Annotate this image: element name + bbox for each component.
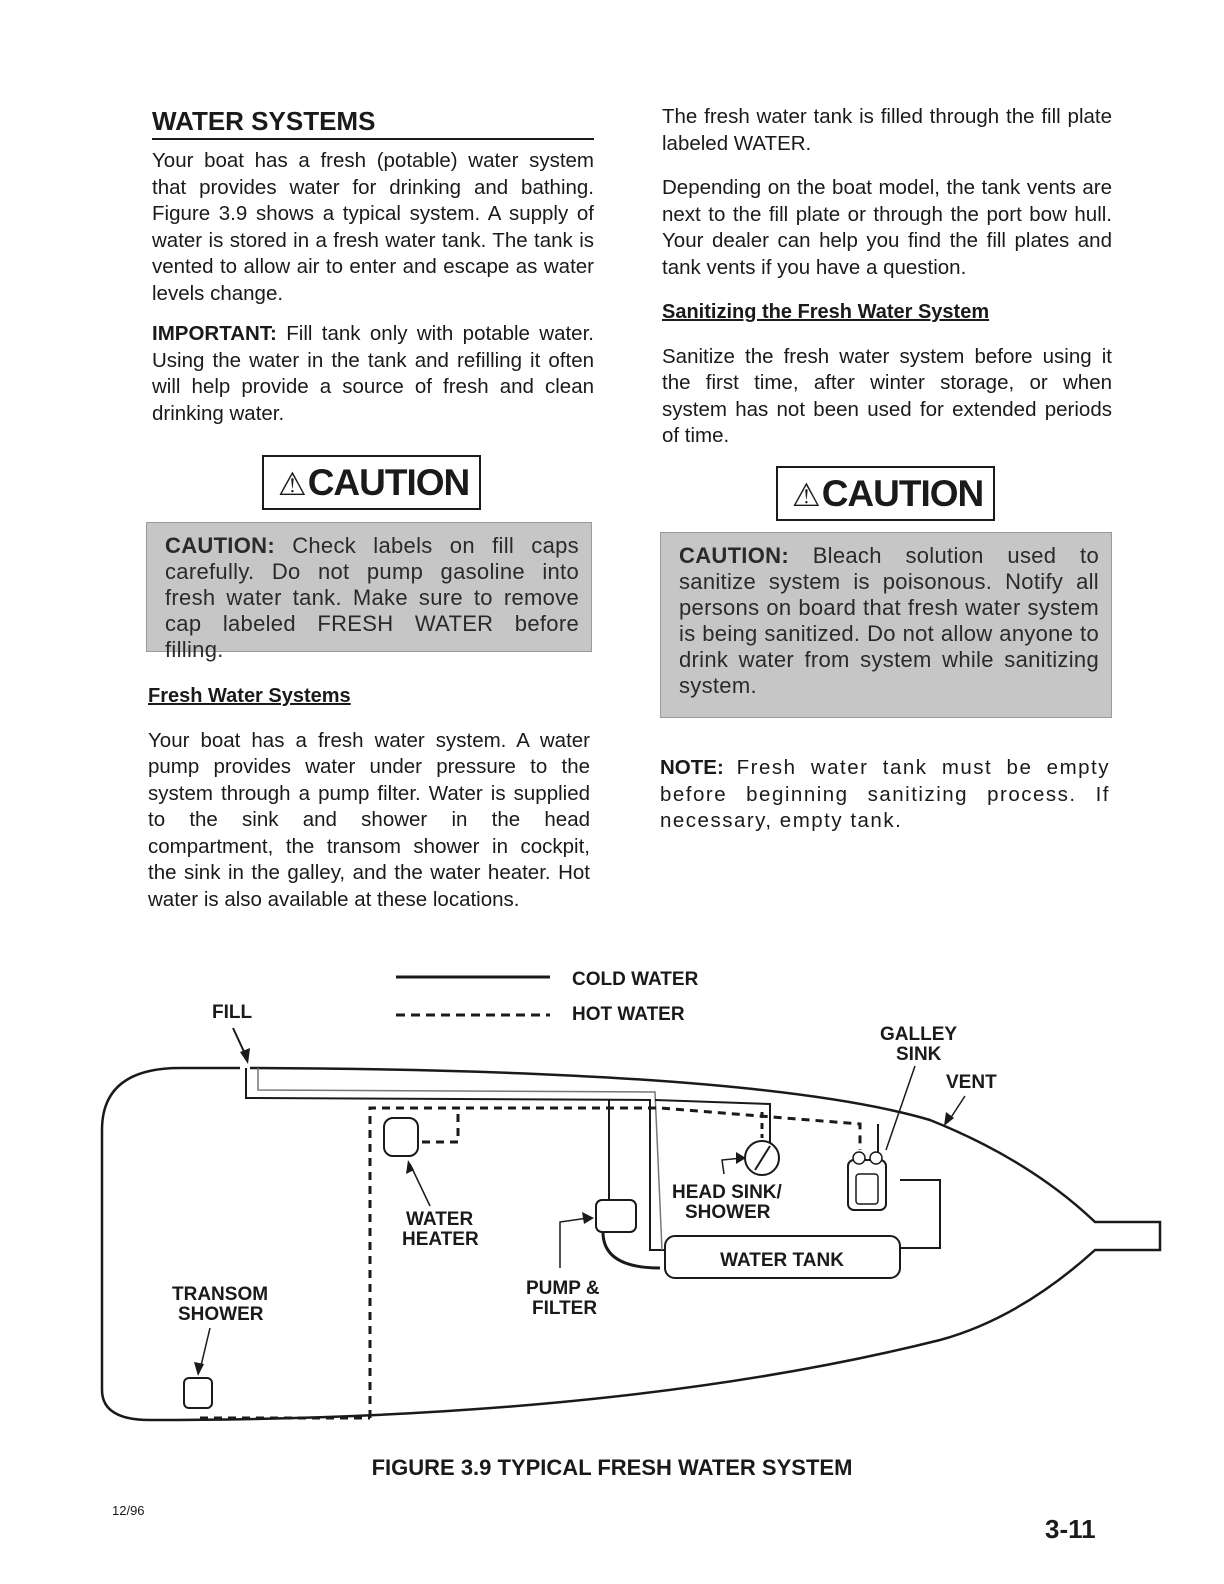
caution-box-left [146,522,592,662]
vents-paragraph: Depending on the boat model, the tank vents are next to the fill plate or through the port bow hull. Your dealer can help you find the fill plates and tank vents if you have a question. [662,176,1112,279]
caution-badge-text: CAUTION [307,462,470,503]
figure-caption: FIGURE 3.9 TYPICAL FRESH WATER SYSTEM [371,1455,853,1480]
caution-label: CAUTION: [679,543,789,568]
intro-paragraph: Your boat has a fresh (potable) water system that provides water for drinking and bathing. Figure 3.9 shows a typical system. A supply of water is stored in a fresh water tank. The tank is vented to allow air to enter and escape as water levels change. [152,149,594,305]
fill-label: FILL [212,1002,253,1023]
galley-pointer-line [886,1066,915,1150]
important-paragraph [152,321,594,427]
fill-paragraph: The fresh water tank is filled through the fill plate labeled WATER. [662,105,1112,155]
faucet-knob [853,1152,865,1164]
fresh-water-paragraph: Your boat has a fresh water system. A water pump provides water under pressure to the system through a pump filter. Water is supplied to the sink and shower in the head compartment, the transom shower in cockpit, the sink in the galley, and the water heater. Hot water is also available at these locations. [148,728,590,911]
water-tank-label: WATER TANK [720,1250,844,1271]
galley-sink [848,1160,886,1210]
galley-label-1: GALLEY [880,1024,958,1045]
heater-label-2: HEATER [402,1229,479,1250]
warning-triangle-icon: ⚠ [792,477,820,513]
heater-arrowhead-icon [406,1160,414,1174]
caution-box-right [660,532,1112,718]
fresh-water-system-diagram [0,940,1224,1440]
pump-label-2: FILTER [532,1298,598,1319]
galley-label-2: SINK [896,1044,942,1065]
caution-badge-left [262,455,481,510]
caution-badge-text: CAUTION [821,473,984,514]
note-section [660,755,1110,835]
fresh-water-section [148,683,590,913]
important-label: IMPORTANT: [152,322,277,345]
head-label-2: SHOWER [685,1202,771,1223]
caution-badge-right [776,466,995,521]
pump-filter [596,1200,636,1232]
transom-arrowhead-icon [194,1362,204,1376]
transom-shower [184,1378,212,1408]
note-label: NOTE: [660,756,724,779]
note-text: Fresh water tank must be empty before beginning sanitizing process. If necessary, empty tank. [660,756,1111,832]
section-title: WATER SYSTEMS [152,106,594,140]
caution-text: Bleach solution used to sanitize system is poisonous. Notify all persons on board that fresh water system is being sanitized. Do not allow anyone to drink water from system while sanitizing system. [679,543,1100,698]
sanitizing-subheading: Sanitizing the Fresh Water System [662,301,990,323]
footer-date: 12/96 [112,1503,145,1518]
warning-triangle-icon: ⚠ [278,466,306,502]
transom-label-2: SHOWER [178,1304,264,1325]
vent-label: VENT [946,1072,997,1093]
cold-line [898,1180,940,1248]
water-heater [384,1118,418,1156]
cold-line [655,1100,770,1148]
caution-text: Check labels on fill caps carefully. Do not pump gasoline into fresh water tank. Make sure to remove cap labeled FRESH WATER before filling. [165,533,579,662]
head-label-1: HEAD SINK/ [672,1182,782,1203]
hot-line [422,1108,458,1142]
fresh-water-subheading: Fresh Water Systems [148,685,351,707]
left-column [152,106,594,427]
legend-cold-label: COLD WATER [572,969,699,990]
transom-label-1: TRANSOM [172,1284,269,1305]
faucet-knob [870,1152,882,1164]
fill-arrowhead-icon [240,1048,250,1064]
important-text: Fill tank only with potable water. Using the water in the tank and refilling it often will help provide a source of fresh and clean drinking water. [152,322,594,425]
pump-pointer-line [560,1218,588,1268]
pump-label-1: PUMP & [526,1278,600,1299]
pump-arrowhead-icon [582,1212,594,1224]
sanitize-paragraph: Sanitize the fresh water system before using it the first time, after winter storage, or when system has not been used for extended periods of time. [662,344,1112,447]
note-paragraph [660,755,1110,835]
right-column [662,104,1112,450]
hull-outline [102,1068,1160,1420]
legend-hot-label: HOT WATER [572,1004,685,1025]
page-number: 3-11 [1045,1514,1096,1544]
caution-label: CAUTION: [165,533,275,558]
heater-label-1: WATER [406,1209,474,1230]
